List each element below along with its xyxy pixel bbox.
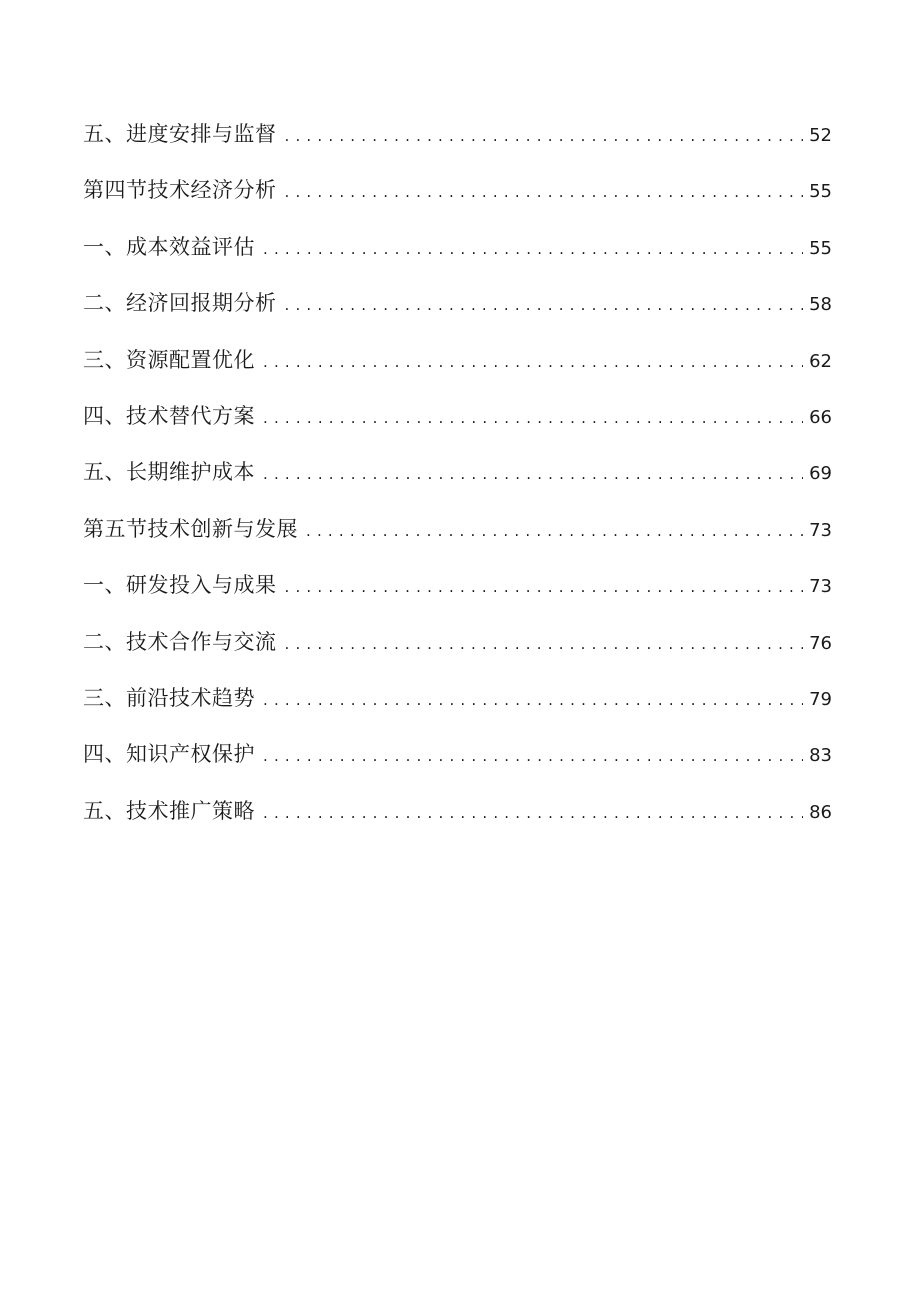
toc-entry[interactable] [83, 793, 832, 849]
toc-entry[interactable] [83, 172, 832, 228]
toc-dot-leader [285, 287, 804, 323]
toc-dot-leader [285, 626, 804, 662]
toc-page-number: 76 [809, 632, 832, 654]
toc-entry-title: 五、长期维护成本 [83, 460, 255, 485]
toc-page-number: 52 [809, 125, 832, 146]
toc-entry-title: 第五节技术创新与发展 [83, 516, 298, 541]
toc-entry[interactable] [83, 454, 832, 510]
toc-page-number: 58 [809, 294, 832, 316]
toc-dot-leader [263, 795, 803, 831]
toc-dot-leader [263, 344, 803, 380]
table-of-contents [83, 116, 832, 849]
toc-entry[interactable] [83, 736, 832, 792]
toc-entry-title: 第四节技术经济分析 [83, 178, 277, 203]
toc-page-number: 86 [809, 801, 832, 823]
toc-dot-leader [263, 400, 803, 436]
toc-dot-leader [263, 738, 803, 774]
toc-entry[interactable] [83, 680, 832, 736]
toc-entry[interactable] [83, 116, 832, 172]
toc-dot-leader [263, 456, 803, 492]
toc-page-number: 83 [809, 745, 832, 767]
toc-dot-leader [285, 118, 804, 154]
toc-entry[interactable] [83, 342, 832, 398]
toc-dot-leader [263, 682, 803, 718]
toc-page-number: 73 [809, 519, 832, 541]
toc-page-number: 62 [809, 350, 832, 372]
toc-entry[interactable] [83, 624, 832, 680]
toc-entry-title: 四、知识产权保护 [83, 742, 255, 767]
toc-entry-title: 一、成本效益评估 [83, 234, 255, 259]
toc-entry[interactable] [83, 229, 832, 285]
toc-page-number: 55 [809, 181, 832, 203]
toc-entry-title: 三、资源配置优化 [83, 347, 255, 372]
toc-dot-leader [306, 513, 803, 549]
toc-entry-title: 五、进度安排与监督 [83, 122, 277, 146]
toc-page-number: 66 [809, 406, 832, 428]
toc-page-number: 73 [809, 576, 832, 598]
toc-entry-title: 三、前沿技术趋势 [83, 685, 255, 710]
toc-entry-title: 二、经济回报期分析 [83, 291, 277, 316]
toc-entry[interactable] [83, 285, 832, 341]
toc-entry-title: 五、技术推广策略 [83, 798, 255, 823]
toc-entry[interactable] [83, 398, 832, 454]
toc-page-number: 79 [809, 688, 832, 710]
toc-page-number: 69 [809, 463, 832, 485]
toc-entry-title: 一、研发投入与成果 [83, 573, 277, 598]
toc-entry-title: 四、技术替代方案 [83, 403, 255, 428]
toc-entry[interactable] [83, 511, 832, 567]
toc-dot-leader [285, 174, 804, 210]
toc-entry-title: 二、技术合作与交流 [83, 629, 277, 654]
toc-page-number: 55 [809, 237, 832, 259]
toc-entry[interactable] [83, 567, 832, 623]
toc-dot-leader [263, 231, 803, 267]
toc-dot-leader [285, 569, 804, 605]
